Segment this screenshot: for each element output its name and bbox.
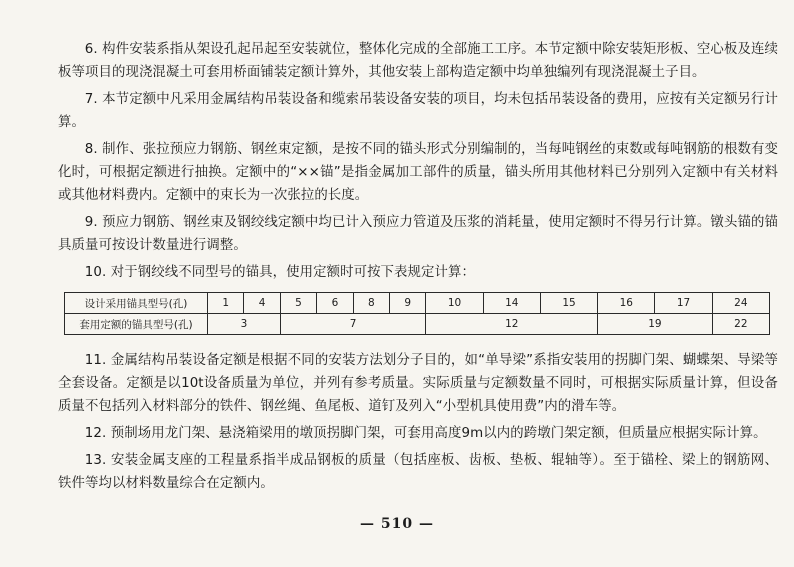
table-cell: 9 bbox=[390, 293, 426, 314]
paragraph: 8. 制作、张拉预应力钢筋、钢丝束定额，是按不同的锚头形式分别编制的，当每吨钢丝的束数或每吨钢筋的根数有变化时，可根据定额进行抽换。定额中的“××锚”是指金属加工部件的质量，锚头所用其他材料已分别列入定额中有关材料或其他材料费内。定额中的束长为一次张拉的长度。 bbox=[58, 142, 778, 203]
paragraph: 10. 对于钢绞线不同型号的锚具，使用定额时可按下表规定计算： bbox=[84, 265, 475, 280]
paragraph: 11. 金属结构吊装设备定额是根据不同的安装方法划分子目的，如“单导梁”系指安装用的拐脚门架、蝴蝶架、导梁等全套设备。定额是以10t设备质量为单位，并列有参考质量。实际质量与定额数量不同时，可根据实际质量计算，但设备质量不包括列入材料部分的铁件、钢丝绳、鱼尾板、道钉及列入“小型机具使用费”内的滑车等。 bbox=[58, 353, 778, 414]
document-body bbox=[58, 38, 778, 499]
table-cell: 16 bbox=[598, 293, 655, 314]
table-cell: 4 bbox=[244, 293, 280, 314]
paragraphs-top bbox=[58, 38, 778, 284]
anchor-spec-table bbox=[64, 292, 770, 335]
table-cell: 1 bbox=[208, 293, 244, 314]
table-cell: 5 bbox=[280, 293, 316, 314]
table-cell: 17 bbox=[655, 293, 712, 314]
table-cell: 14 bbox=[483, 293, 540, 314]
table-row-design-anchor bbox=[65, 293, 770, 314]
table-cell: 22 bbox=[712, 314, 769, 335]
table-cell: 6 bbox=[317, 293, 353, 314]
table-cell: 12 bbox=[426, 314, 598, 335]
table-cell: 24 bbox=[712, 293, 769, 314]
paragraph: 7. 本节定额中凡采用金属结构吊装设备和缆索吊装设备安装的项目，均未包括吊装设备的费用，应按有关定额另行计算。 bbox=[58, 92, 778, 130]
table-cell: 19 bbox=[598, 314, 713, 335]
table-cell: 10 bbox=[426, 293, 483, 314]
table-cell: 8 bbox=[353, 293, 389, 314]
paragraph: 6. 构件安装系指从架设孔起吊起至安装就位，整体化完成的全部施工工序。本节定额中除安装矩形板、空心板及连续板等项目的现浇混凝土可套用桥面铺装定额计算外，其他安装上部构造定额中均单独编列有现浇混凝土子目。 bbox=[58, 42, 778, 80]
paragraph: 9. 预应力钢筋、钢丝束及钢绞线定额中均已计入预应力管道及压浆的消耗量，使用定额时不得另行计算。镦头锚的锚具质量可按设计数量进行调整。 bbox=[58, 215, 778, 253]
page-number: — 510 — bbox=[360, 516, 434, 532]
paragraph: 13. 安装金属支座的工程量系指半成品钢板的质量（包括座板、齿板、垫板、辊轴等）。至于锚栓、梁上的钢筋网、铁件等均以材料数量综合在定额内。 bbox=[58, 453, 778, 491]
table-row-applied-anchor bbox=[65, 314, 770, 335]
table-cell: 7 bbox=[280, 314, 426, 335]
table-row-label: 套用定额的锚具型号(孔) bbox=[65, 314, 208, 335]
paragraphs-bottom bbox=[58, 349, 778, 495]
paragraph: 12. 预制场用龙门架、悬浇箱梁用的墩顶拐脚门架，可套用高度9m以内的跨墩门架定额，但质量应根据实际计算。 bbox=[84, 426, 767, 441]
table-cell: 15 bbox=[540, 293, 597, 314]
table-row-label: 设计采用锚具型号(孔) bbox=[65, 293, 208, 314]
table-cell: 3 bbox=[208, 314, 281, 335]
